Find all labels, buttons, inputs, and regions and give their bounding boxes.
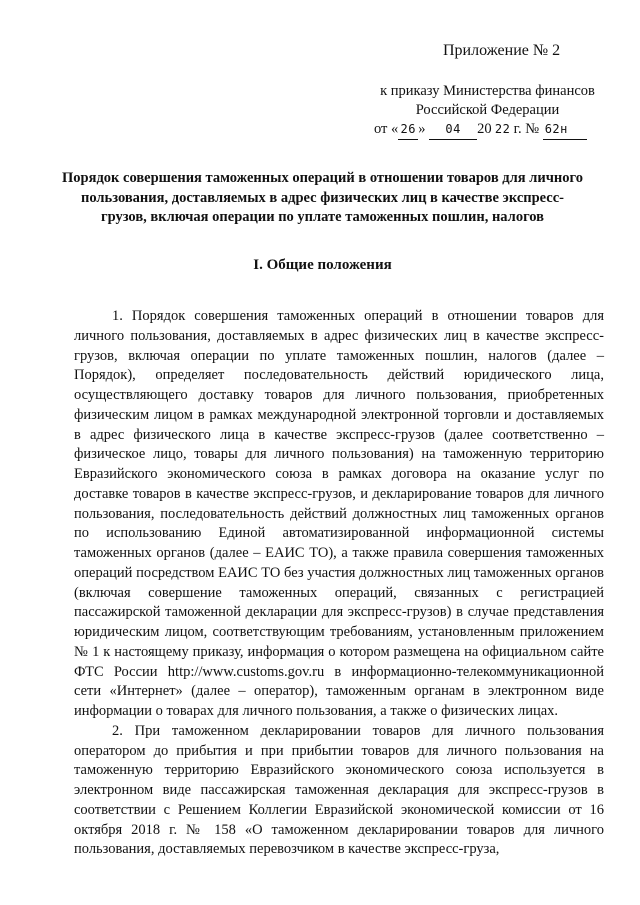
date-year-end: г. №	[513, 121, 540, 137]
appendix-title: Приложение № 2	[443, 42, 561, 59]
date-day: 26	[398, 120, 418, 140]
order-reference	[360, 82, 615, 140]
date-prefix: от «	[374, 121, 399, 137]
document-title: Порядок совершения таможенных операций в отношении товаров для личного пользования, доставляемых в адрес физических лиц в качестве экспресс-грузов, включая операции по уплате таможенных пошлин, налогов	[62, 170, 583, 225]
section-heading: I. Общие положения	[253, 257, 392, 273]
body-text	[74, 307, 604, 860]
date-month: 04	[429, 120, 477, 140]
order-ministry-line: к приказу Министерства финансов	[380, 83, 595, 99]
order-number: 62н	[543, 120, 587, 140]
order-date-line	[360, 120, 615, 140]
date-mid: »	[418, 121, 426, 137]
date-year-suffix: 22	[494, 122, 511, 136]
paragraph-2: 2. При таможенном декларировании товаров для личного пользования оператором до прибытия и при прибытии товаров для личного пользования на таможенную территорию Евразийского экономического союза используется в электронном виде пассажирская таможенная декларация для экспресс-грузов в соответствии с Решением Коллегии Евразийской экономической комиссии от 16 октября 2018 г. № 158 «О таможенном декларировании товаров для личного пользования, доставляемых перевозчиком в качестве экспресс-груза,	[74, 722, 604, 858]
order-country-line: Российской Федерации	[415, 102, 560, 118]
paragraph-1: 1. Порядок совершения таможенных операций в отношении товаров для личного пользования, доставляемых в адрес физических лиц в качестве экспресс-грузов, включая операции по уплате таможенных пошлин, налогов (далее – Порядок), определяет последовательность действий юридического лица, осуществляющего доставку товаров для личного пользования, приобретенных физическим лицом в рамках международной электронной торговли и доставляемых в адрес физического лица в качестве экспресс-грузов (далее соответственно – физическое лицо, товары для личного пользования) на таможенную территорию Евразийского экономического союза в рамках договора на оказание услуг по доставке товаров в качестве экспресс-грузов, и декларирование товаров для личного пользования, последовательность действий должностных лиц таможенных органов по использованию Единой автоматизированной информационной системы таможенных органов (далее – ЕАИС ТО), а также правила совершения таможенных операций посредством ЕАИС ТО без участия должностных лиц таможенных органов (включая совершение таможенных операций, связанных с регистрацией пассажирской таможенной декларации для экспресс-грузов) в случае представления юридическим лицом, соответствующим требованиям, установленным приложением № 1 к настоящему приказу, информация о котором размещена на официальном сайте ФТС России http://www.customs.gov.ru в информационно-телекоммуникационной сети «Интернет» (далее – оператор), таможенным органам в электронном виде информации о товарах для личного пользования, а также о физических лицах.	[74, 308, 604, 719]
date-year-prefix: 20	[477, 121, 492, 137]
